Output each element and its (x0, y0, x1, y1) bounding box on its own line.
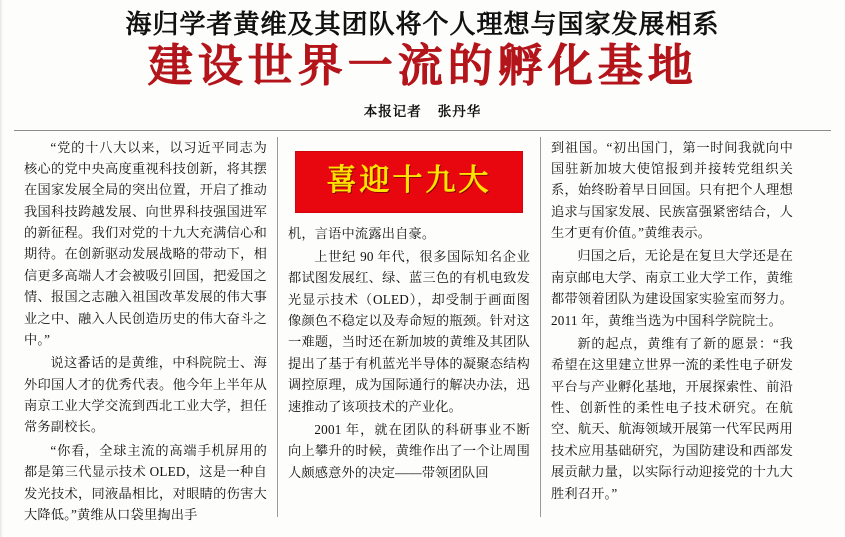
paragraph: 归国之后，无论是在复旦大学还是在南京邮电大学、南京工业大学工作，黄维都带领着团队为建设国家实验室而努力。2011 年，黄维当选为中国科学院院士。 (551, 248, 793, 328)
headline-block (14, 10, 831, 120)
headline-kicker: 海归学者黄维及其团队将个人理想与国家发展相系 (125, 10, 720, 39)
page-title: 建设世界一流的孵化基地 (147, 41, 698, 92)
byline (14, 100, 831, 120)
header-divider (14, 130, 831, 131)
article-column-3 (540, 137, 803, 517)
banner-slogan-text: 喜迎十九大 (326, 164, 492, 198)
paragraph: 2001 年，就在团队的科研事业不断向上攀升的时候，黄维作出了一个让周围人颇感意外的决定——带领团队回 (288, 421, 530, 480)
paragraph: 机，言语中流露出自豪。 (288, 225, 436, 241)
paragraph: 到祖国。“初出国门，第一时间我就向中国驻新加坡大使馆报到并接转党组织关系，始终盼着早日回国。只有把个人理想追求与国家发展、民族富强紧密结合，人生才更有价值。”黄维表示。 (551, 139, 793, 240)
article-column-2 (277, 137, 540, 517)
paragraph: “党的十八大以来，以习近平同志为核心的党中央高度重视科技创新，将其摆在国家发展全局的突出位置，开启了推动我国科技跨越发展、向世界科技强国进军的新征程。我们对党的十九大充满信心和期待。在创新驱动发展战略的带动下，相信更多高端人才会被吸引回国，把爱国之情、报国之志融入祖国改革发展的伟大事业之中、融入人民创造历史的伟大奋斗之中。” (24, 139, 267, 347)
byline-label: 本报记者 (363, 103, 422, 119)
paragraph: 说这番话的是黄维，中科院院士、海外印国人才的优秀代表。他今年上半年从南京工业大学交流到西北工业大学，担任常务副校长。 (24, 355, 267, 435)
paragraph: 上世纪 90 年代，很多国际知名企业都试图发展红、绿、蓝三色的有机电致发光显示技术（OLED），却受制于画面图像颜色不稳定以及寿命短的瓶颈。针对这一难题，当时还在新加坡的黄维及其团队提出了基于有机蓝光半导体的凝聚态结构调控原理，成为国际通行的解决办法，迅速推动了该项技术的产业化。 (288, 248, 530, 414)
article-columns (14, 137, 831, 522)
byline-author: 张丹华 (437, 103, 482, 119)
paragraph: 新的起点，黄维有了新的愿景：“我希望在这里建立世界一流的柔性电子研发平台与产业孵化基地，开展探索性、前沿性、创新性的柔性电子技术研究。在航空、航天、航海领域开展第一代军民两用技术应用基础研究，为国防建设和西部发展贡献力量，以实际行动迎接党的十九大胜利召开。” (551, 335, 793, 501)
paragraph: “你看，全球主流的高端手机屏用的都是第三代显示技术 OLED，这是一种自发光技术，同液晶相比，对眼睛的伤害大大降低。”黄维从口袋里掏出手 (24, 442, 267, 522)
banner-slogan (295, 151, 523, 213)
article-column-1 (14, 137, 277, 522)
page-edge-shadow (0, 0, 3, 537)
